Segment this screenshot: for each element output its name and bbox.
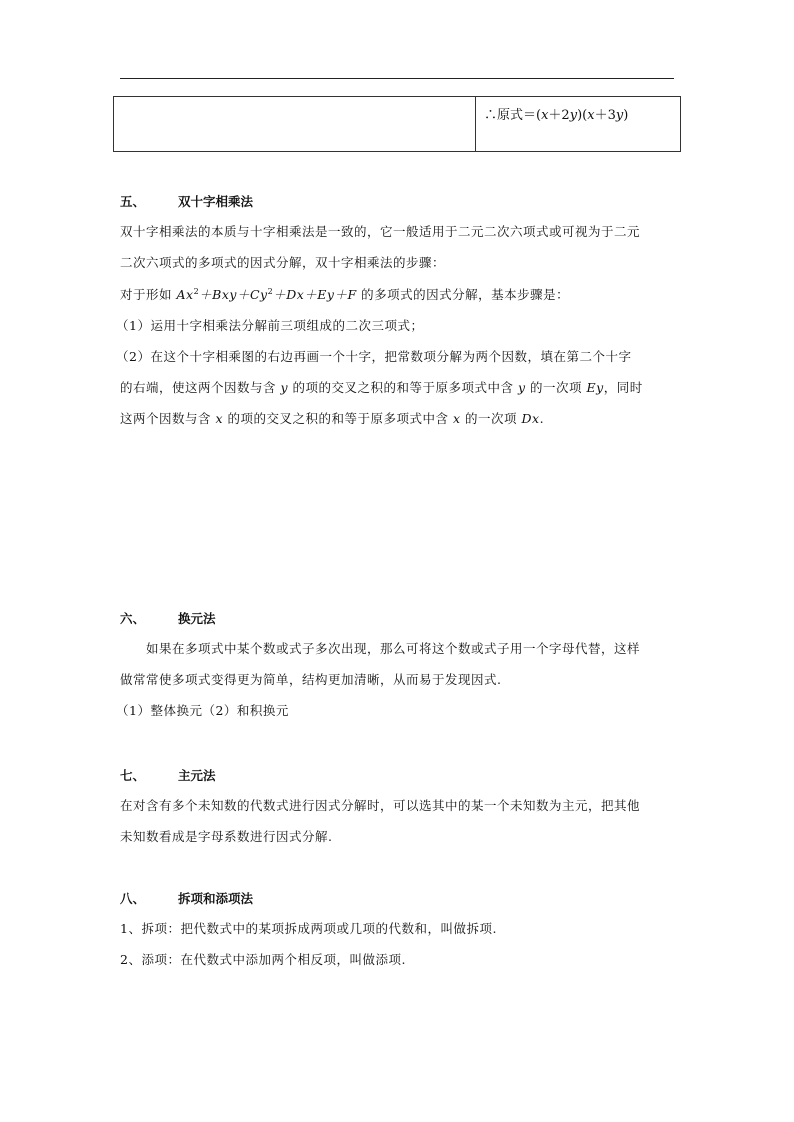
section-5-general-form: 对于形如 $Ax^2+Bxy+Cy^2+Dx+Ey+F$ 的多项式的因式分解，基本步骤是：: [120, 286, 570, 302]
section-6-heading: 六、 换元法: [120, 611, 216, 626]
section-7-heading: 七、 主元法: [120, 768, 216, 783]
section-7-line-1: 在对含有多个未知数的代数式进行因式分解时，可以选其中的某一个未知数为主元，把其他: [120, 798, 641, 813]
section-5-step-2-line-3: 这两个因数与含 x 的项的交叉之积的和等于原多项式中含 x 的一次项 Dx.: [120, 411, 545, 426]
section-5-step-1: （1）运用十字相乘法分解前三项组成的二次三项式；: [116, 318, 424, 333]
section-8-heading: 八、 拆项和添项法: [120, 891, 254, 906]
section-5-intro-line-2: 二次六项式的多项式的因式分解，双十字相乘法的步骤：: [120, 255, 446, 270]
section-5-heading: 五、 双十字相乘法: [120, 194, 254, 209]
section-6-line-3: （1）整体换元（2）和积换元: [116, 703, 289, 718]
section-6-line-1: 如果在多项式中某个数或式子多次出现，那么可将这个数或式子用一个字母代替，这样: [146, 641, 641, 656]
factored-result-formula: ∴原式＝(x＋2y)(x＋3y): [484, 108, 629, 123]
section-7-line-2: 未知数看成是字母系数进行因式分解.: [120, 829, 333, 844]
table-column-divider: [475, 96, 476, 152]
header-rule: [120, 78, 674, 79]
section-8-line-2: 2、添项：在代数式中添加两个相反项，叫做添项.: [120, 952, 406, 967]
section-6-line-2: 做常常使多项式变得更为简单，结构更加清晰，从而易于发现因式.: [120, 672, 502, 687]
section-5-intro-line-1: 双十字相乘法的本质与十字相乘法是一致的，它一般适用于二元二次六项式或可视为于二元: [120, 224, 641, 239]
section-8-line-1: 1、拆项：把代数式中的某项拆成两项或几项的代数和，叫做拆项.: [120, 921, 497, 936]
section-5-step-2-line-2: 的右端，使这两个因数与含 y 的项的交叉之积的和等于原多项式中含 y 的一次项 Ey，同时: [120, 380, 643, 395]
section-5-step-2-line-1: （2）在这个十字相乘图的右边再画一个十字，把常数项分解为两个因数，填在第二个十字: [116, 349, 632, 364]
